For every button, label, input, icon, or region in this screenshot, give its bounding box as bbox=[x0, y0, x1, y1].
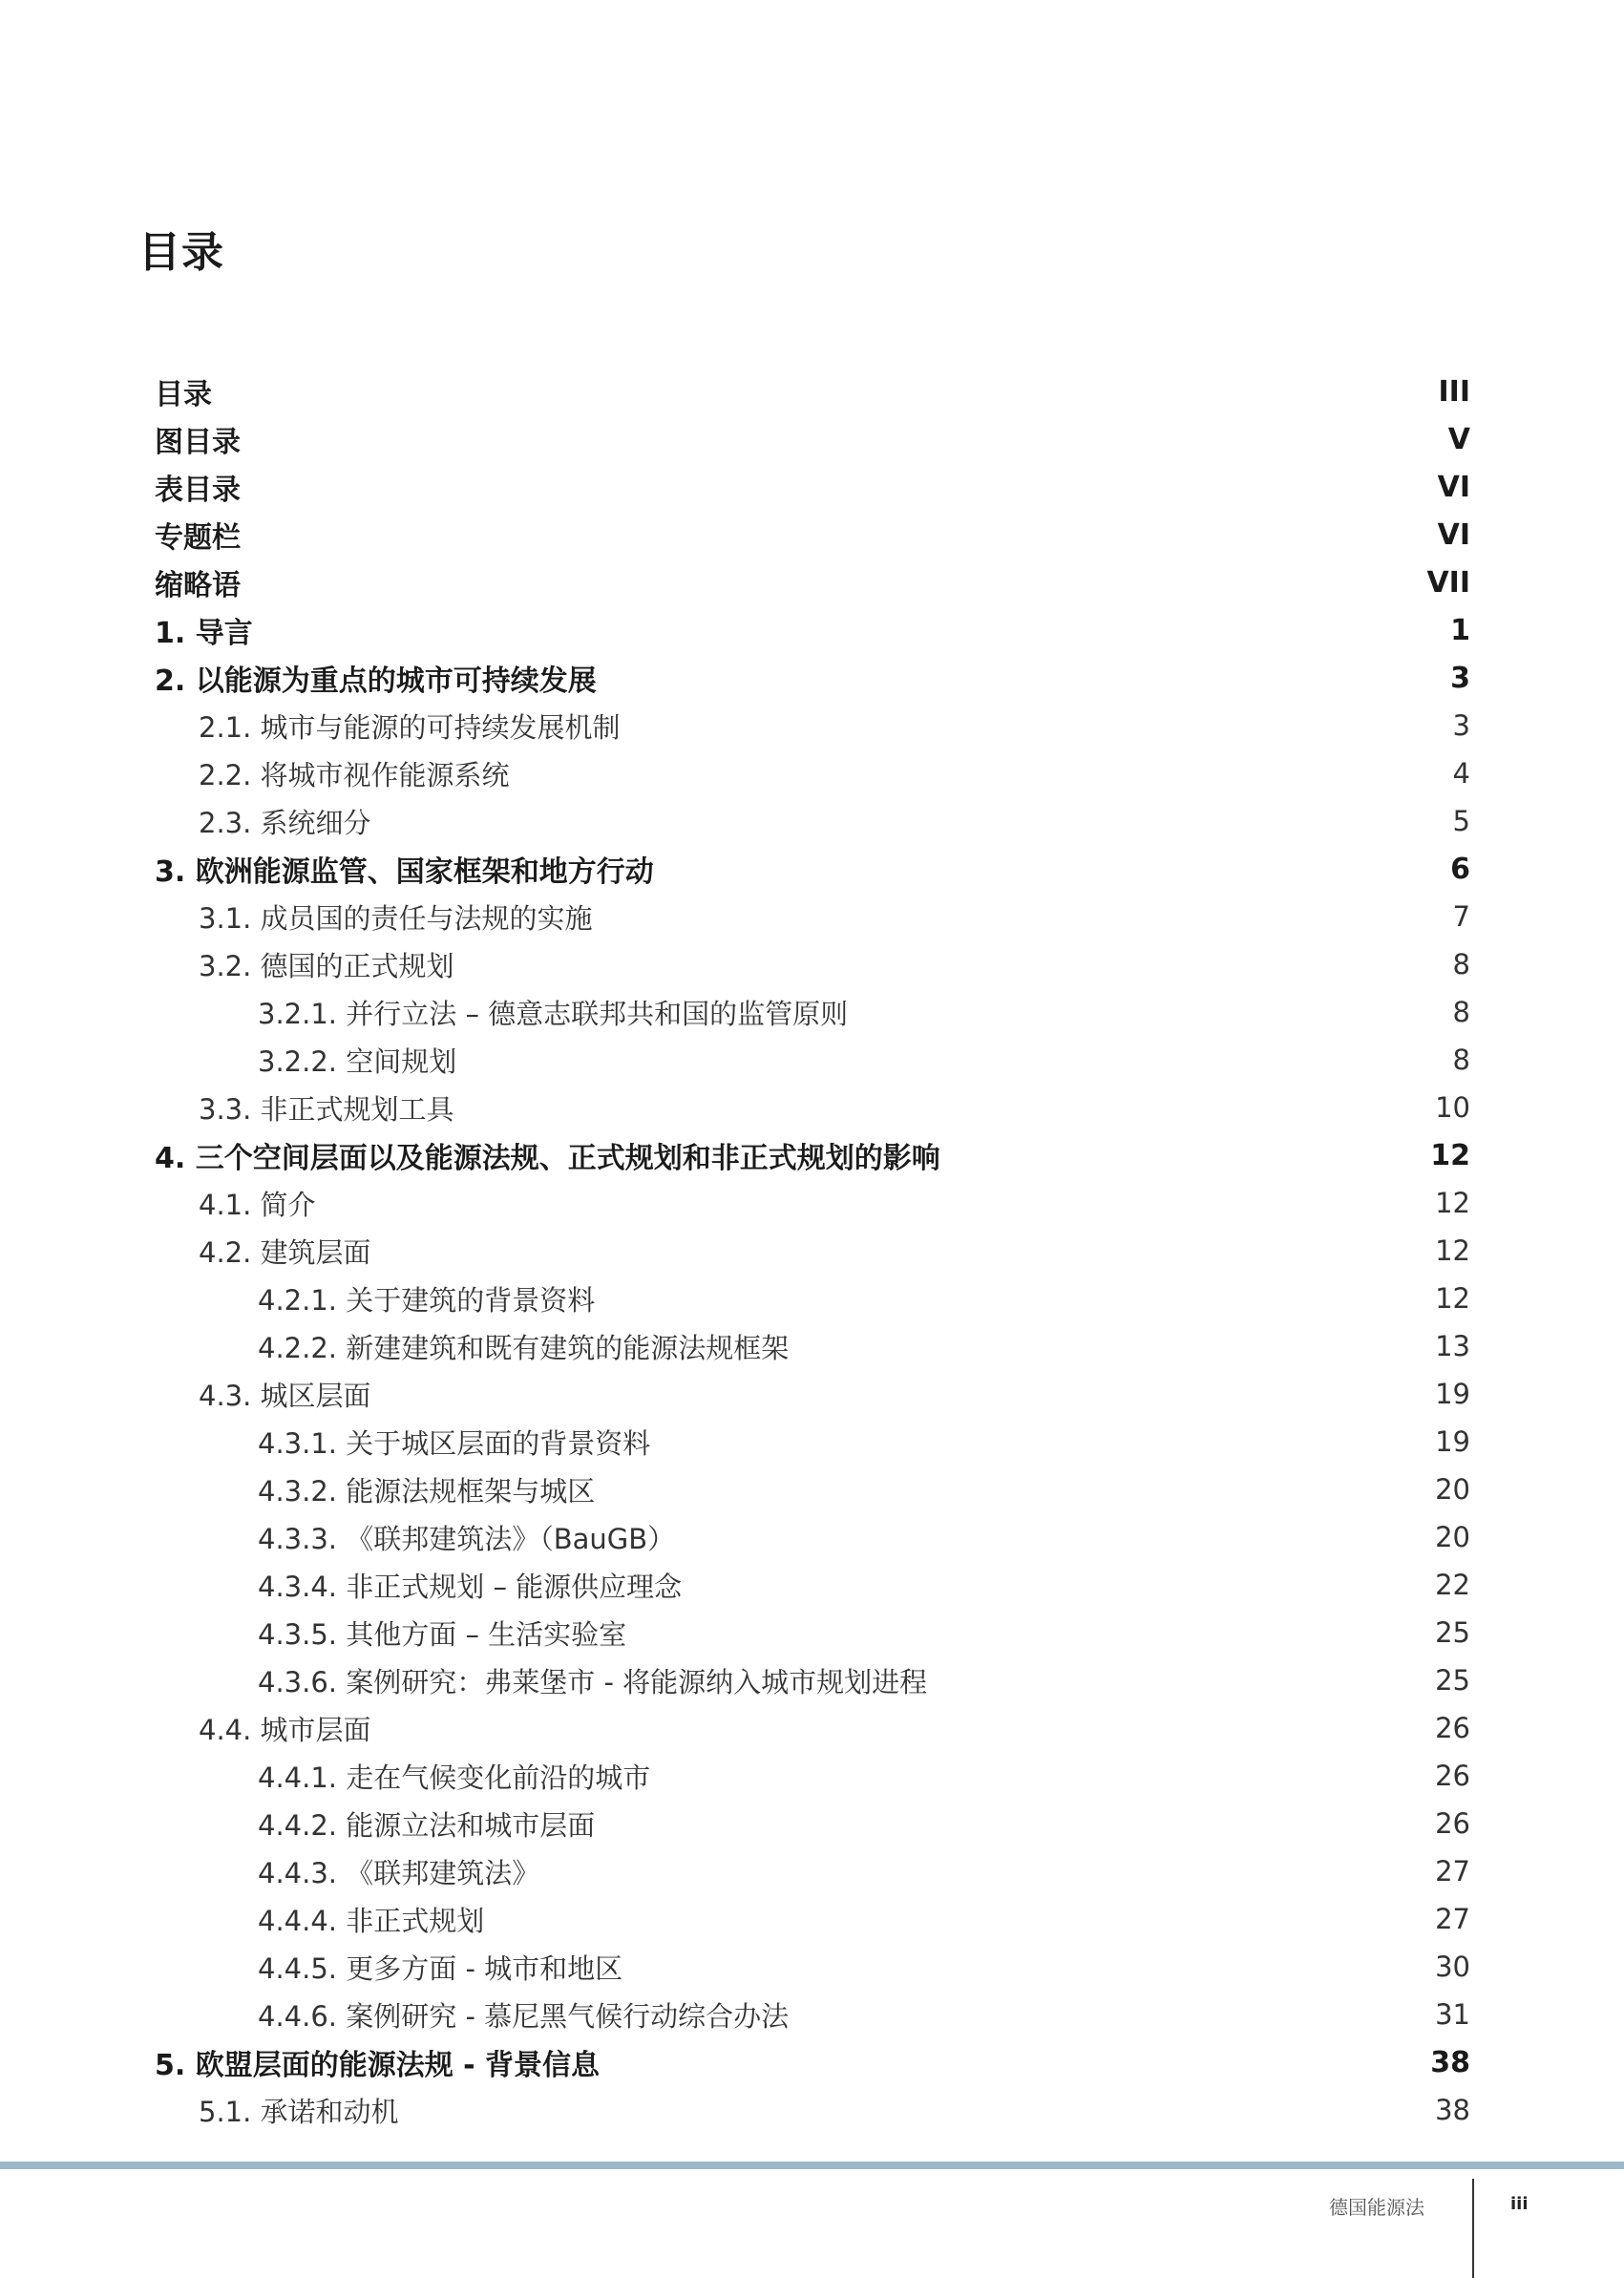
toc-entry[interactable] bbox=[153, 1513, 1470, 1561]
toc-entry[interactable] bbox=[153, 797, 1470, 845]
toc-entry-page: 26 bbox=[1435, 1760, 1470, 1792]
toc-entry[interactable] bbox=[153, 988, 1470, 1036]
footer-rule bbox=[0, 2162, 1624, 2169]
toc-entry[interactable] bbox=[153, 1418, 1470, 1466]
toc-entry-page: 26 bbox=[1435, 1712, 1470, 1744]
toc-entry[interactable] bbox=[153, 893, 1470, 940]
toc-entry-page: 8 bbox=[1452, 948, 1470, 981]
toc-entry-label: 4.4. 城市层面 bbox=[199, 1713, 371, 1746]
toc-entry[interactable] bbox=[153, 1991, 1470, 2038]
toc-entry[interactable] bbox=[153, 559, 1470, 606]
toc-entry[interactable] bbox=[153, 1609, 1470, 1656]
toc-entry-label: 3.1. 成员国的责任与法规的实施 bbox=[199, 901, 593, 935]
toc-entry[interactable] bbox=[153, 1704, 1470, 1752]
toc-entry-label: 4.3. 城区层面 bbox=[199, 1379, 371, 1412]
toc-entry-page: 8 bbox=[1452, 996, 1470, 1028]
toc-entry-page: 10 bbox=[1435, 1091, 1470, 1124]
page-title: 目录 bbox=[138, 228, 224, 277]
toc-entry[interactable] bbox=[153, 940, 1470, 988]
toc-entry-label: 4.1. 简介 bbox=[199, 1188, 316, 1221]
toc-entry[interactable] bbox=[153, 1322, 1470, 1370]
toc-entry-page: 13 bbox=[1435, 1330, 1470, 1362]
toc-entry[interactable] bbox=[153, 654, 1470, 702]
toc-entry-page: 12 bbox=[1435, 1282, 1470, 1315]
toc-entry-page: 19 bbox=[1435, 1425, 1470, 1458]
toc-entry-label: 4.2.2. 新建建筑和既有建筑的能源法规框架 bbox=[258, 1331, 790, 1364]
toc-entry[interactable] bbox=[153, 1036, 1470, 1084]
toc-entry-label: 4.4.5. 更多方面 - 城市和地区 bbox=[258, 1951, 623, 1985]
toc-entry-page: 38 bbox=[1435, 2094, 1470, 2126]
toc-entry-label: 4.4.3. 《联邦建筑法》 bbox=[258, 1856, 540, 1889]
toc-entry-page: 30 bbox=[1435, 1951, 1470, 1983]
toc-entry-label: 3.2.2. 空间规划 bbox=[258, 1044, 457, 1078]
toc-entry-page: 5 bbox=[1452, 805, 1470, 837]
toc-entry-label: 4.3.1. 关于城区层面的背景资料 bbox=[258, 1426, 651, 1460]
toc-entry-label: 目录 bbox=[155, 378, 212, 411]
toc-entry[interactable] bbox=[153, 606, 1470, 654]
toc-entry-page: 20 bbox=[1435, 1473, 1470, 1506]
toc-entry[interactable] bbox=[153, 845, 1470, 893]
toc-entry-page: 27 bbox=[1435, 1855, 1470, 1888]
toc-entry-label: 专题栏 bbox=[155, 521, 241, 555]
toc-entry-label: 4. 三个空间层面以及能源法规、正式规划和非正式规划的影响 bbox=[155, 1142, 940, 1175]
toc-entry-label: 5. 欧盟层面的能源法规 - 背景信息 bbox=[155, 2049, 601, 2082]
toc-entry-page: 7 bbox=[1452, 900, 1470, 933]
toc-entry[interactable] bbox=[153, 2038, 1470, 2086]
toc-entry[interactable] bbox=[153, 1466, 1470, 1513]
toc-entry-page: 12 bbox=[1430, 1138, 1470, 1172]
toc-entry[interactable] bbox=[153, 2086, 1470, 2134]
toc-entry-label: 2.2. 将城市视作能源系统 bbox=[199, 758, 510, 791]
toc-entry[interactable] bbox=[153, 1656, 1470, 1704]
toc-entry-page: 12 bbox=[1435, 1234, 1470, 1267]
toc-entry-label: 5.1. 承诺和动机 bbox=[199, 2095, 399, 2128]
toc-entry-label: 4.4.1. 走在气候变化前沿的城市 bbox=[258, 1761, 651, 1794]
toc-entry-page: 25 bbox=[1435, 1664, 1470, 1697]
toc-entry-label: 3. 欧洲能源监管、国家框架和地方行动 bbox=[155, 855, 654, 889]
toc-entry-page: 4 bbox=[1452, 757, 1470, 790]
toc-entry-label: 2.1. 城市与能源的可持续发展机制 bbox=[199, 710, 621, 744]
toc-entry[interactable] bbox=[153, 1131, 1470, 1179]
toc-entry[interactable] bbox=[153, 463, 1470, 511]
footer-document-title: 德国能源法 bbox=[1329, 2196, 1424, 2219]
toc-entry-page: 20 bbox=[1435, 1521, 1470, 1553]
toc-entry-page: 3 bbox=[1450, 661, 1470, 695]
toc-entry[interactable] bbox=[153, 1275, 1470, 1322]
toc-entry-label: 表目录 bbox=[155, 474, 241, 507]
toc-entry[interactable] bbox=[153, 1752, 1470, 1800]
toc-entry-page: VI bbox=[1437, 517, 1470, 552]
toc-entry-page: 19 bbox=[1435, 1378, 1470, 1410]
toc-entry-label: 1. 导言 bbox=[155, 617, 253, 650]
toc-entry-label: 3.2.1. 并行立法 – 德意志联邦共和国的监管原则 bbox=[258, 997, 849, 1030]
toc-entry-label: 4.3.4. 非正式规划 – 能源供应理念 bbox=[258, 1570, 683, 1603]
footer-page-number: iii bbox=[1510, 2194, 1529, 2214]
toc-entry-label: 4.3.6. 案例研究：弗莱堡市 - 将能源纳入城市规划进程 bbox=[258, 1665, 928, 1698]
toc-entry[interactable] bbox=[153, 1227, 1470, 1275]
toc-entry[interactable] bbox=[153, 1084, 1470, 1131]
toc-entry[interactable] bbox=[153, 368, 1470, 415]
toc-entry-label: 图目录 bbox=[155, 426, 241, 459]
toc-entry-label: 4.2.1. 关于建筑的背景资料 bbox=[258, 1283, 596, 1317]
toc-entry-page: 1 bbox=[1450, 613, 1470, 647]
toc-entry[interactable] bbox=[153, 1179, 1470, 1227]
toc-entry-label: 3.2. 德国的正式规划 bbox=[199, 949, 454, 982]
toc-entry-page: 27 bbox=[1435, 1903, 1470, 1935]
toc-entry-page: 38 bbox=[1430, 2045, 1470, 2079]
toc-entry[interactable] bbox=[153, 1895, 1470, 1943]
toc-entry-label: 4.3.5. 其他方面 – 生活实验室 bbox=[258, 1617, 627, 1651]
toc-entry-label: 4.4.4. 非正式规划 bbox=[258, 1904, 485, 1937]
toc-entry[interactable] bbox=[153, 511, 1470, 559]
toc-entry-page: VI bbox=[1437, 470, 1470, 504]
footer-divider bbox=[1472, 2179, 1474, 2278]
toc-entry-label: 4.4.2. 能源立法和城市层面 bbox=[258, 1808, 596, 1842]
toc-entry-page: 3 bbox=[1452, 709, 1470, 742]
toc-entry-page: 26 bbox=[1435, 1807, 1470, 1840]
toc-entry-page: 25 bbox=[1435, 1616, 1470, 1649]
toc-entry-label: 4.4.6. 案例研究 - 慕尼黑气候行动综合办法 bbox=[258, 1999, 790, 2033]
toc-entry-page: 31 bbox=[1435, 1998, 1470, 2031]
toc-entry-page: III bbox=[1438, 374, 1470, 409]
toc-entry[interactable] bbox=[153, 749, 1470, 797]
toc-entry[interactable] bbox=[153, 1847, 1470, 1895]
toc-entry-label: 2.3. 系统细分 bbox=[199, 806, 371, 839]
toc-entry-label: 4.3.2. 能源法规框架与城区 bbox=[258, 1474, 596, 1508]
toc-entry-page: VII bbox=[1426, 565, 1470, 600]
toc-entry-label: 4.2. 建筑层面 bbox=[199, 1235, 371, 1269]
toc-entry-label: 2. 以能源为重点的城市可持续发展 bbox=[155, 664, 597, 698]
toc-entry-label: 缩略语 bbox=[155, 569, 241, 602]
toc-entry-page: V bbox=[1447, 422, 1470, 456]
toc-entry-label: 4.3.3. 《联邦建筑法》（BauGB） bbox=[258, 1522, 676, 1555]
toc-entry-page: 22 bbox=[1435, 1569, 1470, 1601]
toc-entry-page: 12 bbox=[1435, 1187, 1470, 1219]
toc-entry-page: 6 bbox=[1450, 852, 1470, 886]
toc-entry[interactable] bbox=[153, 1800, 1470, 1847]
table-of-contents bbox=[153, 368, 1470, 2134]
toc-entry[interactable] bbox=[153, 1370, 1470, 1418]
toc-entry[interactable] bbox=[153, 415, 1470, 463]
toc-entry[interactable] bbox=[153, 1943, 1470, 1991]
toc-entry[interactable] bbox=[153, 1561, 1470, 1609]
toc-entry-label: 3.3. 非正式规划工具 bbox=[199, 1092, 454, 1126]
toc-entry-page: 8 bbox=[1452, 1044, 1470, 1076]
toc-entry[interactable] bbox=[153, 702, 1470, 749]
